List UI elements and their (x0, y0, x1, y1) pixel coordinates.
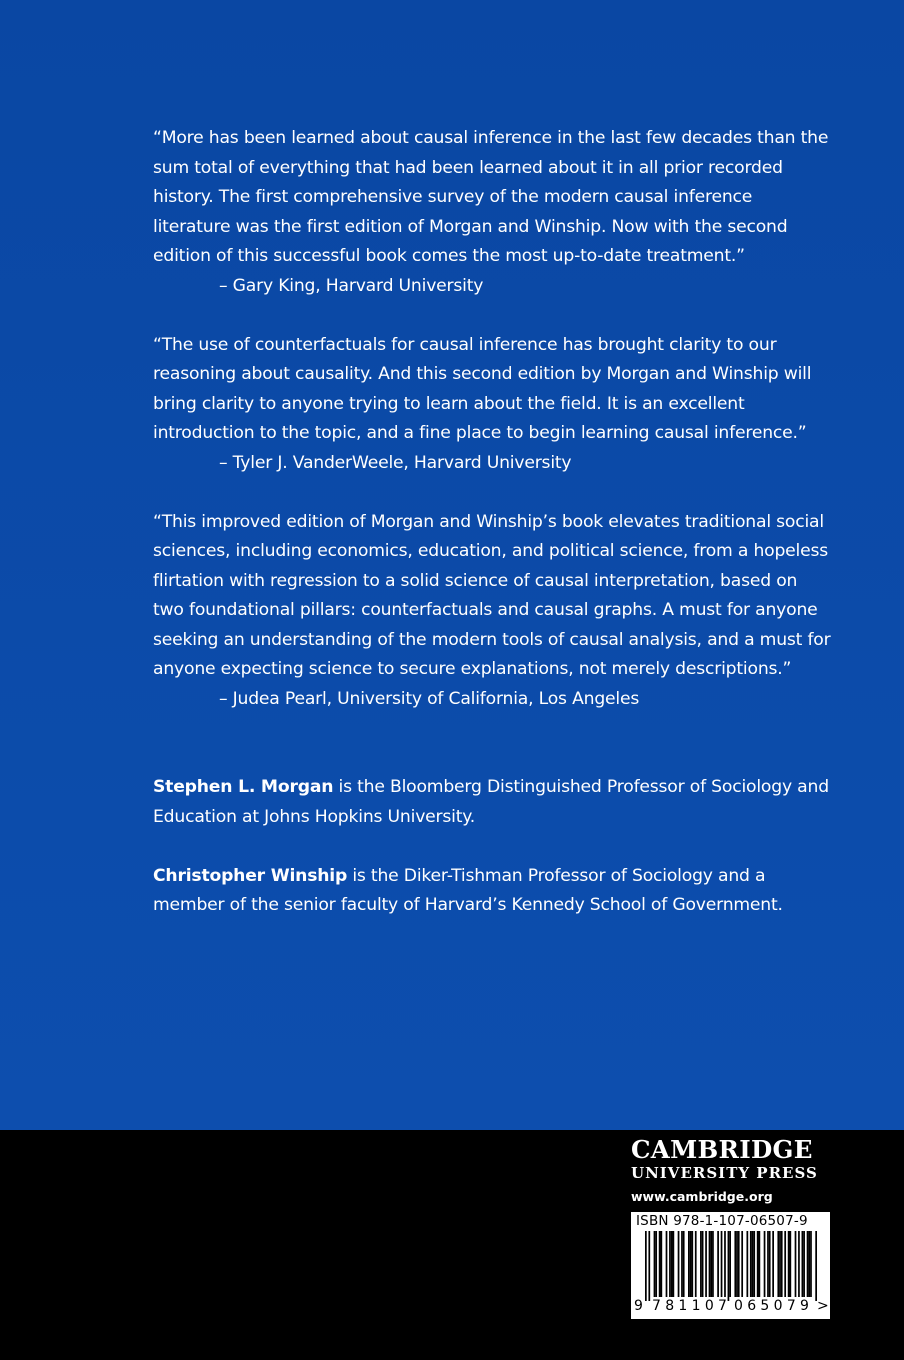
barcode-bar (671, 1231, 673, 1297)
barcode-bar (700, 1231, 702, 1297)
quote-pearl-text: “This improved edition of Morgan and Winship’s book elevates traditional social sciences, including economics, education, and political science, from a hopeless flirtation with regression to a solid science of causal interpretation, based on two foundational pillars: counterfactuals and causal graphs. A must for anyone seeking an understanding of the modern tools of causal analysis, and a must for anyone expecting science to secure explanations, not merely descriptions.” (153, 511, 831, 679)
barcode-bar (784, 1231, 786, 1297)
barcode-bar (721, 1231, 723, 1297)
barcode-bar (777, 1231, 779, 1297)
quote-king-attribution: – Gary King, Harvard University (219, 275, 484, 296)
barcode-bar (724, 1231, 726, 1297)
barcode-bar (738, 1231, 740, 1297)
barcode-bar (767, 1231, 769, 1297)
barcode-bar (710, 1231, 712, 1297)
barcode-bar (712, 1231, 714, 1297)
barcode-bar (803, 1231, 805, 1297)
barcode-bar (654, 1231, 656, 1297)
quote-vanderweele-text: “The use of counterfactuals for causal inference has brought clarity to our reasoning about causality. And this second edition by Morgan and Winship will bring clarity to anyone trying to learn about the field. It is an excellent introduction to the topic, and a fine place to begin learning causal inference.” (153, 334, 812, 443)
barcode-bar (810, 1231, 812, 1297)
barcode-bar (683, 1231, 685, 1297)
barcode-bar (695, 1231, 697, 1297)
barcode-bar (659, 1231, 661, 1297)
barcode-bar (709, 1231, 711, 1297)
barcode-bar (736, 1231, 738, 1297)
publisher-logo (631, 1136, 831, 1206)
barcode-bar (702, 1231, 704, 1297)
barcode-bar (729, 1231, 731, 1297)
back-cover-text (153, 124, 833, 921)
publisher-subname: UNIVERSITY PRESS (631, 1164, 818, 1182)
isbn-label: ISBN 978-1-107-06507-9 (636, 1213, 808, 1229)
barcode-bar (648, 1231, 650, 1301)
barcode-bar (781, 1231, 783, 1297)
barcode-bar (807, 1231, 809, 1297)
barcode-digit-quiet-mark: > (817, 1298, 829, 1314)
barcode-bar (678, 1231, 680, 1297)
barcode-bar (691, 1231, 693, 1297)
barcode (631, 1212, 830, 1319)
barcode-bar (673, 1231, 675, 1297)
barcode-digit-group-left: 781107 (652, 1298, 732, 1314)
publisher-name: CAMBRIDGE (631, 1135, 813, 1164)
author-name-morgan: Stephen L. Morgan (153, 777, 334, 797)
barcode-bar (717, 1231, 719, 1297)
quote-pearl-attribution: – Judea Pearl, University of California, Los Angeles (219, 688, 640, 709)
barcode-bar (795, 1231, 797, 1297)
barcode-bar (660, 1231, 662, 1297)
author-bio-morgan-text: is the Bloomberg Distinguished Professor of Sociology and Education at Johns Hopkins University. (153, 777, 829, 827)
barcode-bar (802, 1231, 804, 1297)
spacer (153, 301, 833, 331)
barcode-bar (669, 1231, 671, 1297)
barcode-bar (655, 1231, 657, 1297)
barcode-bar (769, 1231, 771, 1297)
barcode-bar (746, 1231, 748, 1297)
barcode-bar (789, 1231, 791, 1297)
barcode-bar (645, 1231, 647, 1301)
barcode-bar (752, 1231, 754, 1297)
barcode-bar (759, 1231, 761, 1297)
spacer (153, 478, 833, 508)
barcode-bar (688, 1231, 690, 1297)
publisher-url: www.cambridge.org (631, 1189, 773, 1204)
quote-king-text: “More has been learned about causal inference in the last few decades than the sum total of everything that had been learned about it in all prior recorded history. The first comprehensive survey of the modern causal inference literature was the first edition of Morgan and Winship. Now with the second edition of this successful book comes the most up-to-date treatment.” (153, 128, 829, 266)
author-name-winship: Christopher Winship (153, 865, 348, 886)
author-bio-winship (153, 862, 833, 921)
barcode-bar (666, 1231, 668, 1297)
barcode-bar (750, 1231, 752, 1297)
barcode-bar (728, 1231, 730, 1301)
barcode-digit-group-right: 065079 (734, 1298, 814, 1314)
barcode-bar (808, 1231, 810, 1297)
barcode-bar (757, 1231, 759, 1297)
barcode-digit-lead: 9 (634, 1298, 643, 1314)
barcode-bar (681, 1231, 683, 1297)
author-bio-winship-text: is the Diker-Tishman Professor of Sociology and a member of the senior faculty of Harvard’s Kennedy School of Government. (153, 865, 783, 915)
barcode-bar (764, 1231, 766, 1297)
barcode-bar (772, 1231, 774, 1297)
barcode-bar (815, 1231, 817, 1301)
barcode-bar (705, 1231, 707, 1297)
barcode-bar (798, 1231, 800, 1297)
barcode-bar (741, 1231, 743, 1297)
author-bio-morgan (153, 773, 833, 832)
spacer (153, 832, 833, 862)
quote-vanderweele-attribution: – Tyler J. VanderWeele, Harvard University (219, 452, 572, 473)
barcode-bar (779, 1231, 781, 1297)
barcode-bar (734, 1231, 736, 1297)
barcode-bar (753, 1231, 755, 1297)
barcode-bar (788, 1231, 790, 1297)
spacer (153, 714, 833, 773)
barcode-bar (690, 1231, 692, 1297)
barcode-bars (645, 1231, 817, 1301)
